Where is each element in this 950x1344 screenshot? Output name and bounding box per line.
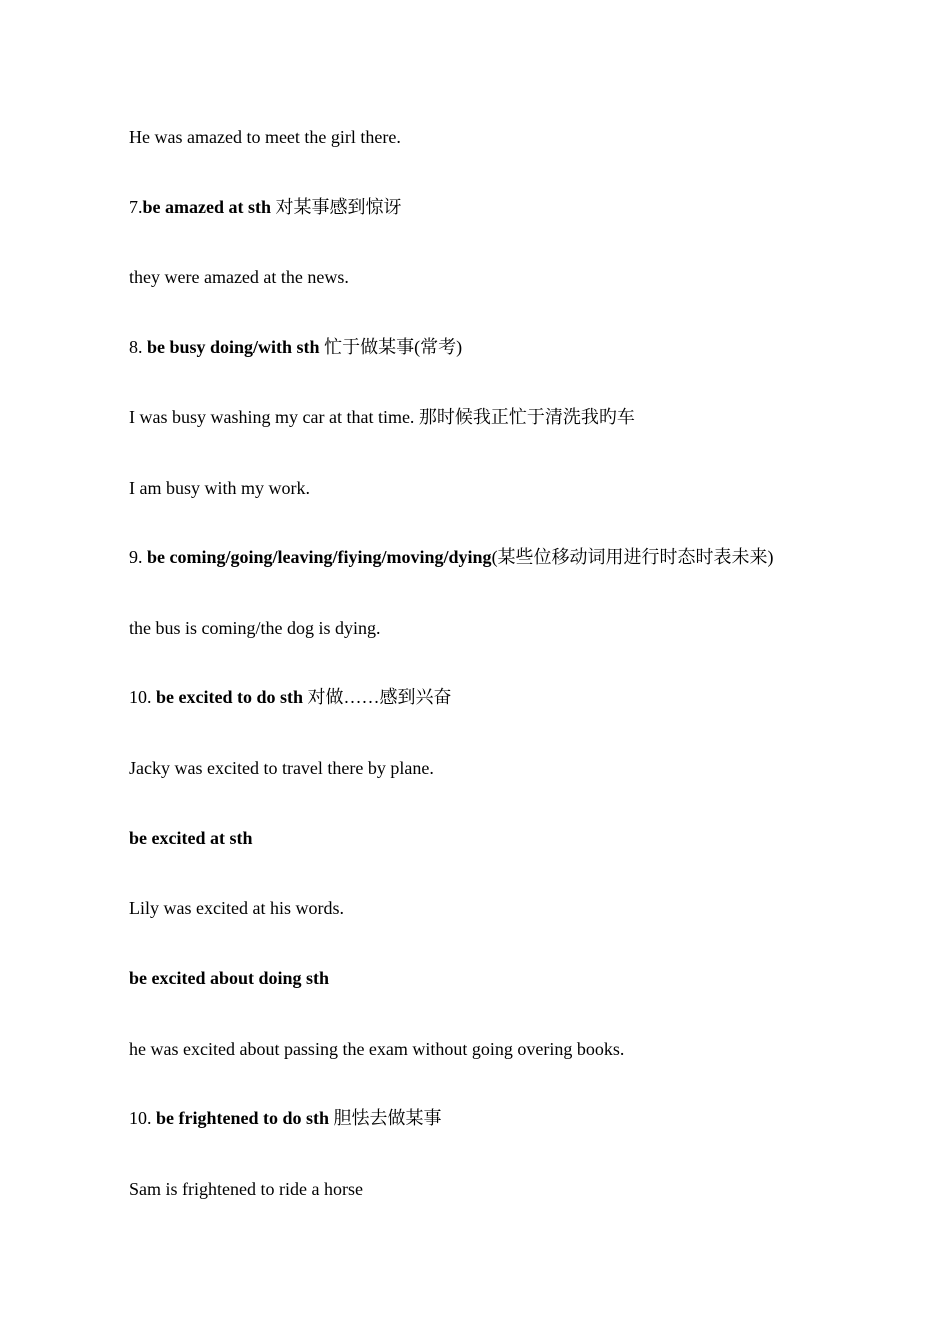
item-number: 8.	[129, 337, 147, 357]
phrase-bold: be excited to do sth	[156, 687, 303, 707]
sentence-text: the bus is coming/the dog is dying.	[129, 618, 381, 638]
phrase-bold: be busy doing/with sth	[147, 337, 320, 357]
example-sentence	[129, 1178, 363, 1200]
sentence-text: they were amazed at the news.	[129, 267, 349, 287]
sentence-text: he was excited about passing the exam without going overing books.	[129, 1039, 625, 1059]
phrase-heading	[129, 967, 329, 989]
example-sentence	[129, 897, 344, 919]
sentence-text: Jacky was excited to travel there by plane.	[129, 758, 434, 778]
item-number: 10.	[129, 1108, 156, 1128]
phrase-bold: be excited about doing sth	[129, 968, 330, 988]
phrase-heading	[129, 546, 774, 568]
item-number: 9.	[129, 547, 147, 567]
sentence-text: I am busy with my work.	[129, 478, 310, 498]
sentence-text: He was amazed to meet the girl there.	[129, 127, 401, 147]
phrase-heading	[129, 827, 252, 849]
item-number: 10.	[129, 687, 156, 707]
phrase-meaning: 胆怯去做某事	[329, 1108, 442, 1128]
phrase-bold: be coming/going/leaving/fiying/moving/dying	[147, 547, 492, 567]
phrase-meaning: 对某事感到惊讶	[271, 197, 402, 217]
example-sentence	[129, 757, 434, 779]
phrase-bold: be frightened to do sth	[156, 1108, 330, 1128]
sentence-text: Sam is frightened to ride a horse	[129, 1179, 363, 1199]
phrase-heading	[129, 686, 452, 708]
phrase-heading	[129, 336, 462, 358]
example-sentence	[129, 477, 310, 499]
example-sentence	[129, 617, 381, 639]
phrase-heading	[129, 1107, 442, 1129]
example-sentence	[129, 1038, 624, 1060]
phrase-meaning: 对做……感到兴奋	[303, 687, 452, 707]
phrase-heading	[129, 196, 402, 218]
example-sentence	[129, 406, 635, 428]
phrase-bold: be amazed at sth	[142, 197, 271, 217]
phrase-meaning: (某些位移动词用进行时态时表未来)	[491, 547, 774, 567]
phrase-bold: be excited at sth	[129, 828, 253, 848]
example-sentence	[129, 126, 401, 148]
example-sentence	[129, 266, 349, 288]
sentence-text: Lily was excited at his words.	[129, 898, 344, 918]
phrase-meaning: 忙于做某事(常考)	[319, 337, 463, 357]
sentence-text: I was busy washing my car at that time. 那时候我正忙于清洗我旳车	[129, 407, 635, 427]
item-number: 7.	[129, 197, 143, 217]
